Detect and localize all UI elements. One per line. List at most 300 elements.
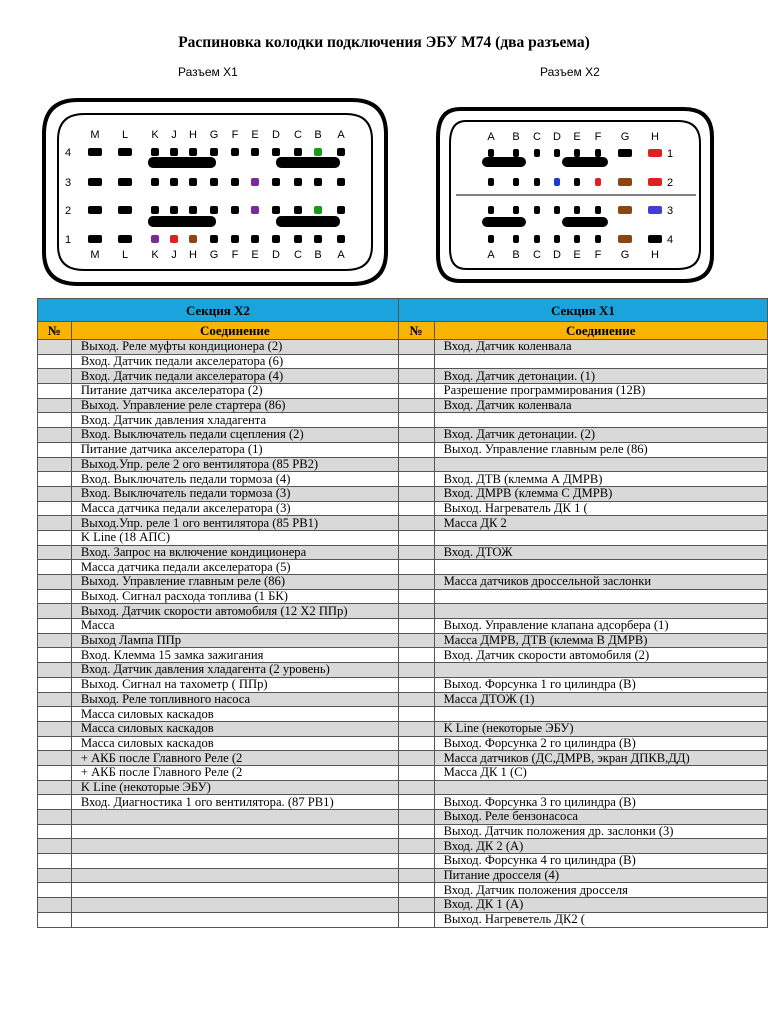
row-label: 4	[666, 234, 674, 246]
pin	[574, 235, 580, 243]
num-cell	[398, 810, 434, 825]
connection-cell	[434, 604, 767, 619]
connection-cell: Выход. Реле бензонасоса	[434, 810, 767, 825]
connection-cell: Масса датчиков дроссельной заслонки	[434, 575, 767, 590]
num-cell	[398, 442, 434, 457]
pin	[337, 148, 345, 156]
connection-cell: Вход. Датчик коленвала	[434, 398, 767, 413]
pin	[314, 235, 322, 243]
connection-cell	[71, 898, 398, 913]
table-row	[38, 501, 768, 516]
column-label-bottom: B	[314, 249, 322, 261]
column-label-bottom: K	[151, 249, 159, 261]
num-cell	[398, 721, 434, 736]
column-label-top: H	[651, 131, 659, 143]
table-row	[38, 472, 768, 487]
connection-cell: Питание датчика акселератора (1)	[71, 442, 398, 457]
row-label: 3	[666, 205, 674, 217]
num-cell	[38, 530, 72, 545]
connection-cell	[71, 839, 398, 854]
column-label-bottom: C	[533, 249, 541, 261]
num-cell	[38, 457, 72, 472]
table-row	[38, 912, 768, 927]
table-row	[38, 898, 768, 913]
num-cell	[38, 765, 72, 780]
connection-cell: Вход. Датчик педали акселератора (4)	[71, 369, 398, 384]
connection-cell: Масса	[71, 619, 398, 634]
table-row	[38, 810, 768, 825]
num-cell	[38, 589, 72, 604]
num-cell	[398, 560, 434, 575]
num-cell	[38, 648, 72, 663]
num-cell	[38, 839, 72, 854]
pin	[618, 206, 632, 214]
column-label-bottom: H	[651, 249, 659, 261]
column-label-top: C	[533, 131, 541, 143]
num-cell	[38, 780, 72, 795]
connection-cell: Выход. Реле муфты кондиционера (2)	[71, 340, 398, 355]
column-label-bottom: F	[231, 249, 239, 261]
column-label-top: A	[337, 129, 345, 141]
key-bar	[562, 157, 608, 167]
num-cell	[38, 369, 72, 384]
pin	[231, 206, 239, 214]
connection-cell: Вход. Датчик положения дросселя	[434, 883, 767, 898]
num-cell	[38, 486, 72, 501]
pin	[118, 235, 132, 243]
connection-cell: Вход. ДМРВ (клемма С ДМРВ)	[434, 486, 767, 501]
connection-cell: Выход. Управление главным реле (86)	[71, 575, 398, 590]
num-cell	[398, 457, 434, 472]
column-label-bottom: M	[90, 249, 100, 261]
connection-cell: Вход. Диагностика 1 ого вентилятора. (87 РВ1)	[71, 795, 398, 810]
table-row	[38, 883, 768, 898]
row-label: 4	[64, 147, 72, 159]
num-cell	[398, 663, 434, 678]
connection-cell	[434, 663, 767, 678]
pin	[88, 148, 102, 156]
column-label-top: D	[553, 131, 561, 143]
connection-cell: Выход. Датчик скорости автомобиля (12 Х2 ППр)	[71, 604, 398, 619]
pin	[534, 206, 540, 214]
pin	[618, 235, 632, 243]
pin	[170, 206, 178, 214]
num-cell	[398, 604, 434, 619]
connection-cell: Масса силовых каскадов	[71, 736, 398, 751]
num-cell	[398, 912, 434, 927]
column-label-bottom: C	[294, 249, 302, 261]
pin	[151, 206, 159, 214]
pin	[189, 178, 197, 186]
table-row	[38, 516, 768, 531]
column-label-top: L	[121, 129, 129, 141]
column-label-top: E	[573, 131, 581, 143]
table-row	[38, 457, 768, 472]
pin	[618, 149, 632, 157]
pin	[534, 178, 540, 186]
num-cell	[38, 868, 72, 883]
pin	[513, 206, 519, 214]
pin	[574, 149, 580, 157]
pin	[488, 235, 494, 243]
pin	[170, 148, 178, 156]
table-row	[38, 707, 768, 722]
key-bar	[482, 157, 526, 167]
num-cell	[398, 354, 434, 369]
pin	[189, 148, 197, 156]
num-cell	[38, 663, 72, 678]
num-cell	[38, 604, 72, 619]
table-row	[38, 604, 768, 619]
connection-cell: + АКБ после Главного Реле (2	[71, 751, 398, 766]
pin	[88, 178, 102, 186]
connection-cell: Масса силовых каскадов	[71, 721, 398, 736]
pin	[513, 178, 519, 186]
pin	[251, 206, 259, 214]
pin	[554, 206, 560, 214]
connection-cell: Выход. Управление клапана адсорбера (1)	[434, 619, 767, 634]
num-cell	[398, 530, 434, 545]
connection-cell: Выход. Сигнал расхода топлива (1 БК)	[71, 589, 398, 604]
num-header: №	[398, 322, 434, 340]
num-cell	[38, 398, 72, 413]
num-cell	[398, 575, 434, 590]
connection-cell	[71, 912, 398, 927]
connection-cell: Масса ДК 1 (С)	[434, 765, 767, 780]
connector-x1-diagram	[38, 92, 392, 288]
column-label-top: G	[620, 131, 630, 143]
num-cell	[398, 707, 434, 722]
key-bar	[148, 216, 216, 227]
column-label-top: K	[151, 129, 159, 141]
num-cell	[398, 501, 434, 516]
num-cell	[38, 751, 72, 766]
connection-cell: Выход. Форсунка 4 го цилиндра (В)	[434, 854, 767, 869]
connection-cell: Питание датчика акселератора (2)	[71, 384, 398, 399]
num-cell	[398, 898, 434, 913]
connection-cell: Вход. Датчик детонации. (1)	[434, 369, 767, 384]
num-cell	[38, 810, 72, 825]
table-row	[38, 663, 768, 678]
table-row	[38, 560, 768, 575]
connection-cell: Вход. Датчик коленвала	[434, 340, 767, 355]
connection-cell: Вход. ДК 1 (А)	[434, 898, 767, 913]
num-cell	[398, 619, 434, 634]
column-label-bottom: G	[620, 249, 630, 261]
pinout-table	[37, 298, 768, 928]
connection-cell: Выход.Упр. реле 1 ого вентилятора (85 РВ1)	[71, 516, 398, 531]
table-row	[38, 428, 768, 443]
connection-cell: Вход. Выключатель педали сцепления (2)	[71, 428, 398, 443]
num-cell	[38, 677, 72, 692]
column-label-top: H	[189, 129, 197, 141]
key-bar	[562, 217, 608, 227]
pin	[231, 148, 239, 156]
connection-cell	[434, 560, 767, 575]
pin	[251, 148, 259, 156]
key-bar	[482, 217, 526, 227]
pin	[210, 178, 218, 186]
connection-cell: Масса ДТОЖ (1)	[434, 692, 767, 707]
key-bar	[276, 157, 340, 168]
column-label-top: J	[171, 129, 177, 141]
num-cell	[38, 354, 72, 369]
num-cell	[38, 633, 72, 648]
connection-cell	[434, 707, 767, 722]
pin	[595, 206, 601, 214]
num-cell	[38, 575, 72, 590]
connection-cell	[71, 883, 398, 898]
pin	[118, 148, 132, 156]
connection-cell: Масса ДК 2	[434, 516, 767, 531]
num-cell	[398, 854, 434, 869]
pin	[210, 235, 218, 243]
connection-cell: Вход. Запрос на включение кондиционера	[71, 545, 398, 560]
table-row	[38, 648, 768, 663]
connection-cell	[434, 413, 767, 428]
num-cell	[398, 795, 434, 810]
pin	[272, 178, 280, 186]
table-row	[38, 384, 768, 399]
row-label: 1	[666, 148, 674, 160]
pin	[618, 178, 632, 186]
connector-x2-diagram	[434, 105, 716, 285]
column-label-bottom: B	[512, 249, 520, 261]
column-label-bottom: E	[573, 249, 581, 261]
table-row	[38, 692, 768, 707]
connection-cell: Вход. Датчик давления хладагента (2 уровень)	[71, 663, 398, 678]
row-label: 3	[64, 177, 72, 189]
table-row	[38, 589, 768, 604]
connection-cell	[71, 854, 398, 869]
connection-cell: Выход.Упр. реле 2 ого вентилятора (85 РВ2)	[71, 457, 398, 472]
column-label-bottom: L	[121, 249, 129, 261]
connection-cell: Разрешение программирования (12В)	[434, 384, 767, 399]
table-row	[38, 839, 768, 854]
pin	[294, 206, 302, 214]
num-cell	[398, 398, 434, 413]
num-cell	[38, 692, 72, 707]
pin	[534, 149, 540, 157]
connection-cell: Вход. Выключатель педали тормоза (3)	[71, 486, 398, 501]
pin	[151, 235, 159, 243]
column-label-top: M	[90, 129, 100, 141]
pin	[648, 235, 662, 243]
pin	[251, 178, 259, 186]
pin	[88, 206, 102, 214]
table-row	[38, 633, 768, 648]
column-label-top: C	[294, 129, 302, 141]
column-label-top: F	[594, 131, 602, 143]
num-cell	[398, 384, 434, 399]
table-row	[38, 442, 768, 457]
num-cell	[398, 340, 434, 355]
connection-cell: Масса датчиков (ДС,ДМРВ, экран ДПКВ,ДД)	[434, 751, 767, 766]
num-cell	[38, 736, 72, 751]
pin	[648, 178, 662, 186]
pin	[513, 149, 519, 157]
connection-cell: Питание дросселя (4)	[434, 868, 767, 883]
connection-cell: Вход. Датчик скорости автомобиля (2)	[434, 648, 767, 663]
connection-cell	[71, 824, 398, 839]
connection-header: Соединение	[71, 322, 398, 340]
pin	[554, 149, 560, 157]
pin	[314, 206, 322, 214]
column-label-top: A	[487, 131, 495, 143]
pin	[170, 235, 178, 243]
num-cell	[398, 692, 434, 707]
pin	[189, 235, 197, 243]
pin	[118, 206, 132, 214]
num-cell	[38, 795, 72, 810]
section-x2-header: Секция X2	[38, 299, 399, 322]
num-cell	[38, 472, 72, 487]
connection-cell	[434, 457, 767, 472]
pin	[513, 235, 519, 243]
pin	[210, 206, 218, 214]
connection-cell: Выход. Сигнал на тахометр ( ППр)	[71, 677, 398, 692]
connection-cell: Вход. Датчик давления хладагента	[71, 413, 398, 428]
num-cell	[398, 736, 434, 751]
num-cell	[398, 633, 434, 648]
num-cell	[398, 648, 434, 663]
pin	[574, 178, 580, 186]
table-row	[38, 398, 768, 413]
connection-cell: Масса ДМРВ, ДТВ (клемма В ДМРВ)	[434, 633, 767, 648]
connection-cell: Выход. Реле топливного насоса	[71, 692, 398, 707]
num-cell	[398, 824, 434, 839]
connection-cell: Выход. Форсунка 2 го цилиндра (В)	[434, 736, 767, 751]
pin	[231, 235, 239, 243]
pin	[534, 235, 540, 243]
table-row	[38, 868, 768, 883]
column-label-top: B	[512, 131, 520, 143]
pin	[294, 235, 302, 243]
table-row	[38, 854, 768, 869]
connection-cell	[434, 589, 767, 604]
table-row	[38, 619, 768, 634]
pin	[488, 178, 494, 186]
pin	[231, 178, 239, 186]
pin	[151, 178, 159, 186]
num-cell	[38, 883, 72, 898]
connection-cell: Выход. Управление главным реле (86)	[434, 442, 767, 457]
connection-cell: Вход. Клемма 15 замка зажигания	[71, 648, 398, 663]
num-cell	[38, 340, 72, 355]
num-cell	[398, 516, 434, 531]
pin	[170, 178, 178, 186]
pin	[488, 206, 494, 214]
num-cell	[38, 721, 72, 736]
table-row	[38, 721, 768, 736]
table-row	[38, 486, 768, 501]
num-cell	[398, 472, 434, 487]
table-row	[38, 369, 768, 384]
connection-cell	[434, 780, 767, 795]
pin	[272, 235, 280, 243]
section-x1-header: Секция X1	[398, 299, 767, 322]
pin	[595, 235, 601, 243]
connection-cell: Выход. Нагреватель ДК 1 (	[434, 501, 767, 516]
num-cell	[38, 619, 72, 634]
row-label: 1	[64, 234, 72, 246]
num-cell	[38, 854, 72, 869]
connection-cell: Выход. Форсунка 1 го цилиндра (В)	[434, 677, 767, 692]
pin	[294, 178, 302, 186]
num-cell	[38, 501, 72, 516]
num-cell	[38, 545, 72, 560]
connection-cell: K Line (некоторые ЭБУ)	[434, 721, 767, 736]
pin	[595, 149, 601, 157]
connection-cell: Вход. ДК 2 (А)	[434, 839, 767, 854]
column-label-top: F	[231, 129, 239, 141]
column-label-bottom: E	[251, 249, 259, 261]
num-cell	[398, 868, 434, 883]
connection-cell: Вход. Датчик детонации. (2)	[434, 428, 767, 443]
connection-cell	[71, 868, 398, 883]
connector-x1-label: Разъем X1	[178, 65, 238, 79]
num-cell	[398, 369, 434, 384]
pin	[118, 178, 132, 186]
connection-cell	[434, 354, 767, 369]
connection-cell: Масса датчика педали акселератора (3)	[71, 501, 398, 516]
connection-cell: Выход. Управление реле стартера (86)	[71, 398, 398, 413]
table-row	[38, 530, 768, 545]
table-row	[38, 413, 768, 428]
connection-cell: Вход. Датчик педали акселератора (6)	[71, 354, 398, 369]
column-label-top: E	[251, 129, 259, 141]
pin	[648, 206, 662, 214]
column-label-bottom: A	[487, 249, 495, 261]
pin	[88, 235, 102, 243]
key-bar	[276, 216, 340, 227]
pin	[337, 206, 345, 214]
table-row	[38, 780, 768, 795]
pin	[314, 178, 322, 186]
num-cell	[38, 384, 72, 399]
pin	[337, 178, 345, 186]
connection-cell: Выход. Форсунка 3 го цилиндра (В)	[434, 795, 767, 810]
column-label-bottom: D	[553, 249, 561, 261]
table-row	[38, 354, 768, 369]
connection-cell: Вход. Выключатель педали тормоза (4)	[71, 472, 398, 487]
num-cell	[398, 589, 434, 604]
column-label-top: B	[314, 129, 322, 141]
num-cell	[38, 516, 72, 531]
num-cell	[38, 912, 72, 927]
column-label-bottom: J	[171, 249, 177, 261]
pin	[554, 235, 560, 243]
connection-header: Соединение	[434, 322, 767, 340]
row-label: 2	[64, 205, 72, 217]
connection-cell: + АКБ после Главного Реле (2	[71, 765, 398, 780]
key-bar	[148, 157, 216, 168]
table-row	[38, 545, 768, 560]
column-label-top: G	[209, 129, 219, 141]
column-label-bottom: A	[337, 249, 345, 261]
pin	[251, 235, 259, 243]
num-cell	[398, 751, 434, 766]
pin	[189, 206, 197, 214]
pin	[272, 206, 280, 214]
column-label-bottom: G	[209, 249, 219, 261]
pin	[314, 148, 322, 156]
table-row	[38, 824, 768, 839]
column-label-bottom: F	[594, 249, 602, 261]
connection-cell: K Line (18 АПС)	[71, 530, 398, 545]
pin	[648, 149, 662, 157]
connection-cell	[434, 530, 767, 545]
